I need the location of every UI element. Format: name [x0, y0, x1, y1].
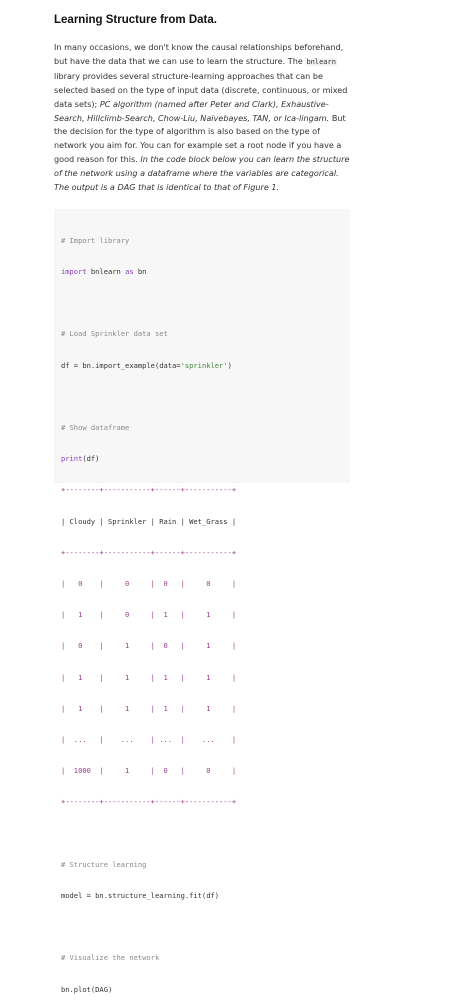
code-comment-visualize: # Visualize the network: [61, 953, 160, 963]
table-row: | 1 | 0 | 1 | 1 |: [61, 610, 237, 620]
table-header: | Cloudy | Sprinkler | Rain | Wet_Grass |: [61, 516, 237, 526]
paragraph-text-2: library provides several structure-learning approaches that can be selected based on the type of input data (discrete, continuous, or mixed data sets);: [54, 70, 348, 109]
import-alias: bn: [133, 267, 147, 277]
table-row: | 0 | 0 | 0 | 0 |: [61, 579, 237, 589]
load-suffix: ): [227, 360, 232, 370]
table-row: | 0 | 1 | 0 | 1 |: [61, 641, 237, 651]
table-row: | ... | ... | ... | ... |: [61, 735, 237, 745]
code-import-line: [61, 267, 236, 277]
table-border-mid: +--------+-----------+------+-----------+: [61, 547, 237, 557]
paragraph-text-1: In many occasions, we don't know the causal relationships beforehand, but have the data that we can use to learn the structure. The: [54, 42, 344, 66]
section-heading: Learning Structure from Data.: [54, 14, 217, 26]
code-load-line: [61, 361, 236, 371]
print-function: print: [61, 454, 83, 464]
keyword-import: import: [61, 267, 87, 277]
code-block[interactable]: [54, 209, 350, 994]
table-border-top: +--------+-----------+------+-----------+: [61, 485, 237, 495]
print-argument: (df): [82, 454, 100, 464]
table-border-bottom: +--------+-----------+------+-----------+: [61, 797, 237, 807]
paragraph-text-3: But the decision for the type of algorithm is also based on the type of network you aim for. You can for example set a root node if you have a good reason for this.: [54, 112, 346, 165]
code-print-line: [61, 454, 236, 464]
load-prefix: df = bn.import_example(data=: [61, 360, 181, 370]
code-comment-show: # Show dataframe: [61, 423, 130, 433]
paragraph-italic-codeblock: In the code block below you can learn the structure of the network using a dataframe where the variables are categorical. The output is a DAG that is identical to that of Figure 1.: [54, 154, 350, 193]
code-comment-load: # Load Sprinkler data set: [61, 329, 168, 339]
code-comment-import: # Import library: [61, 235, 130, 245]
code-content[interactable]: [61, 215, 236, 1000]
import-module: bnlearn: [86, 267, 126, 277]
paragraph-italic-algorithms: PC algorithm (named after Peter and Clark), Exhaustive-Search, Hillclimb-Search, Chow-Liu, Naivebayes, TAN, or Ica-lingam.: [54, 98, 330, 123]
table-row: | 1 | 1 | 1 | 1 |: [61, 703, 237, 713]
inline-code-bnlearn: bnlearn: [306, 57, 336, 66]
code-structure-line: model = bn.structure_learning.fit(df): [61, 891, 220, 901]
table-row: | 1000 | 1 | 0 | 0 |: [61, 766, 237, 776]
table-row: | 1 | 1 | 1 | 1 |: [61, 672, 237, 682]
keyword-as: as: [125, 267, 134, 277]
code-comment-structure: # Structure learning: [61, 859, 147, 869]
load-string: 'sprinkler': [180, 360, 228, 370]
body-paragraph: [54, 41, 354, 195]
code-plot-line: bn.plot(DAG): [61, 984, 113, 994]
article-section: [54, 10, 354, 195]
